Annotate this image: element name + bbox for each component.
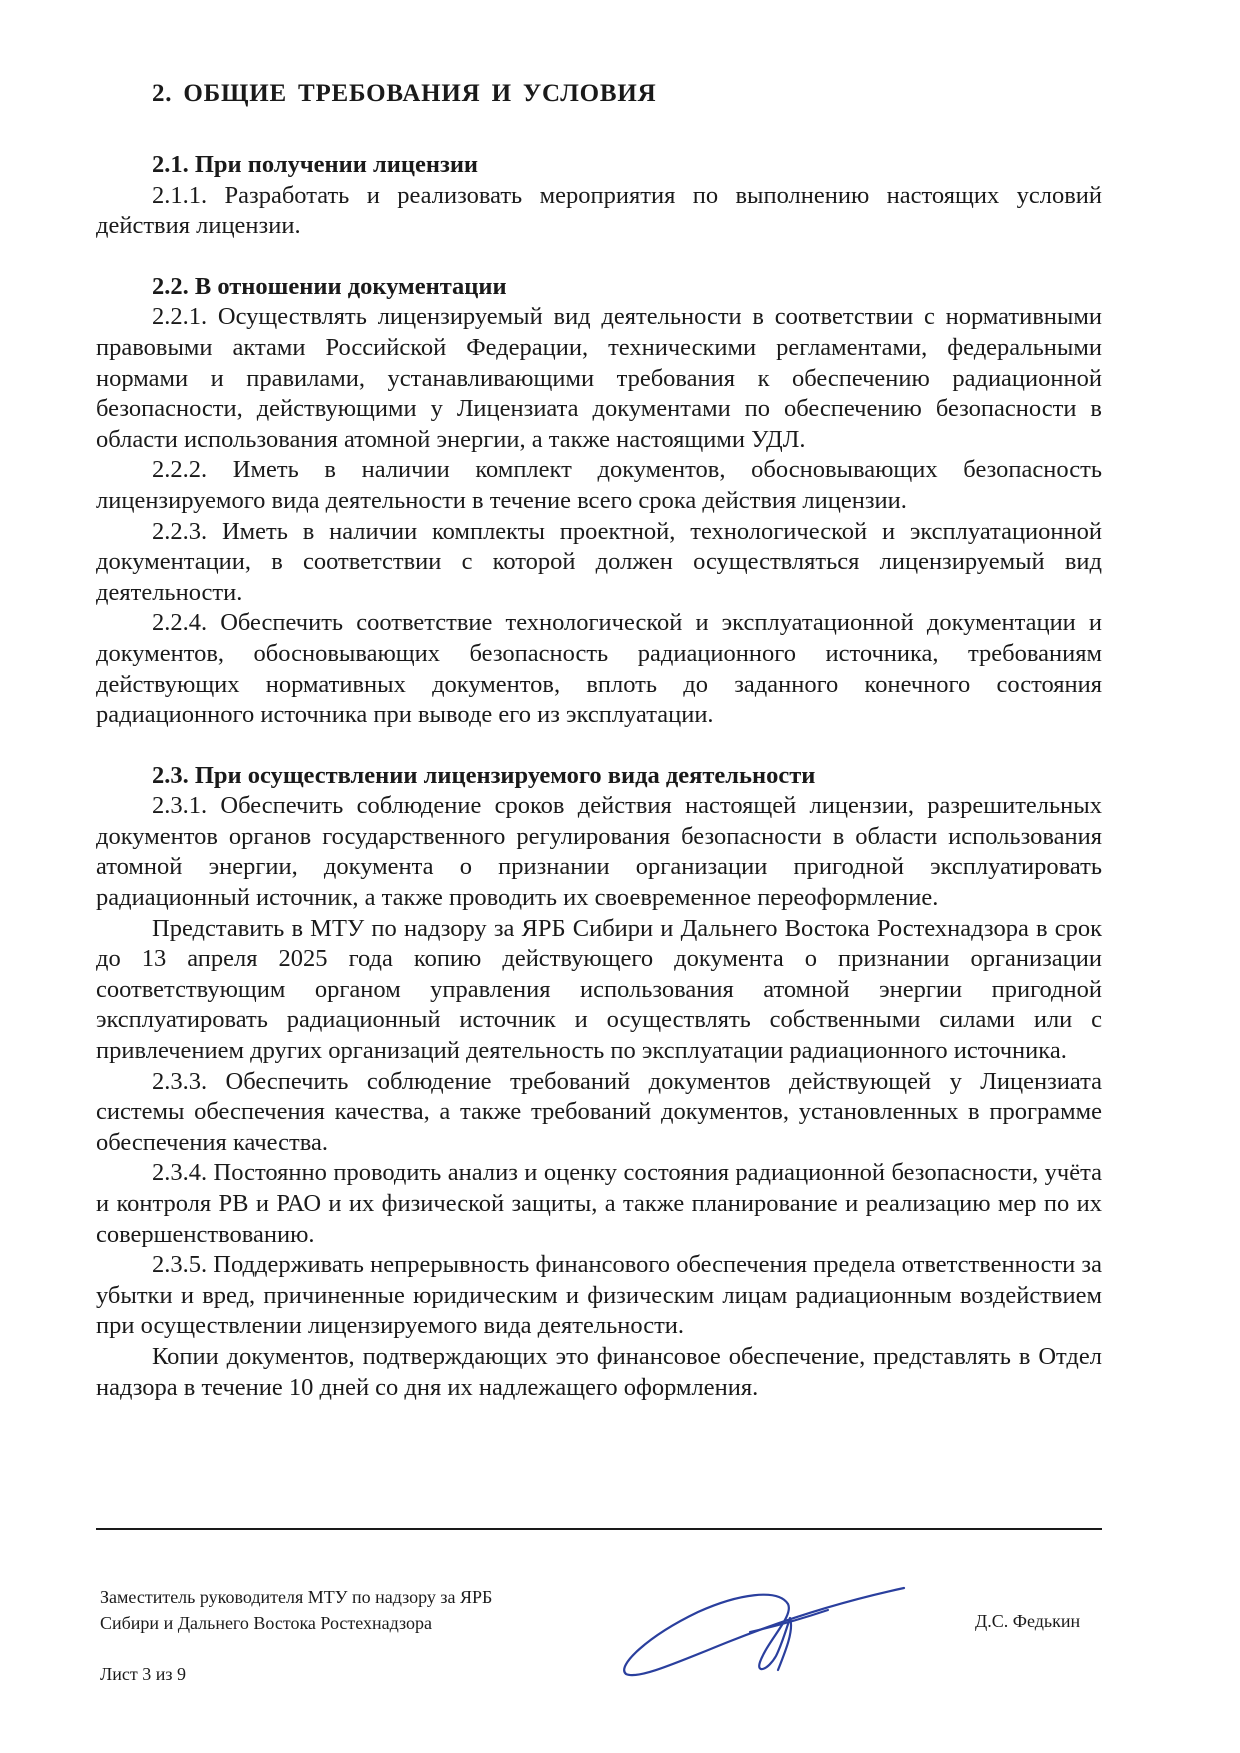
heading-2-2: 2.2. В отношении документации <box>152 272 507 300</box>
signer-position <box>100 1584 492 1636</box>
paragraph-2-3-5: 2.3.5. Поддерживать непрерывность финансового обеспечения предела ответственности за убытки и вред, причиненные юридическим и физическим лицам радиационным воздействием при осуществлении лицензируемого вида деятельности. <box>96 1251 1102 1340</box>
signer-position-line-2: Сибири и Дальнего Востока Ростехнадзора <box>100 1613 433 1633</box>
signer-name: Д.С. Федькин <box>975 1611 1081 1631</box>
spacer <box>96 242 1102 272</box>
heading-2-3: 2.3. При осуществлении лицензируемого вида деятельности <box>152 761 816 789</box>
page-number: Лист 3 из 9 <box>100 1664 186 1684</box>
paragraph-2-2-1: 2.2.1. Осуществлять лицензируемый вид деятельности в соответствии с нормативными правовыми актами Российской Федерации, техническими регламентами, федеральными нормами и правилами, устанавливающими требования к обеспечению радиационной безопасности, действующими у Лицензиата документами по обеспечению безопасности в области использования атомной энергии, а также настоящими УДЛ. <box>96 303 1102 453</box>
paragraph-2-2-3: 2.2.3. Иметь в наличии комплекты проектной, технологической и эксплуатационной документации, в соответствии с которой должен осуществляться лицензируемый вид деятельности. <box>96 517 1102 606</box>
handwritten-signature <box>618 1570 918 1690</box>
paragraph-2-3-1-b: Представить в МТУ по надзору за ЯРБ Сибири и Дальнего Востока Ростехнадзора в срок до 13 апреля 2025 года копию действующего документа о признании организации соответствующим органом управления использования атомной энергии пригодной эксплуатировать радиационный источник и осуществлять собственными силами или с привлечением других организаций деятельность по эксплуатации радиационного источника. <box>96 914 1102 1065</box>
heading-2-1: 2.1. При получении лицензии <box>152 151 479 178</box>
document-body <box>96 150 1102 1403</box>
paragraph-2-3-4: 2.3.4. Постоянно проводить анализ и оценку состояния радиационной безопасности, учёта и контроля РВ и РАО и их физической защиты, а также планирование и реализацию мер по их совершенствованию. <box>96 1159 1102 1248</box>
paragraph-2-3-3: 2.3.3. Обеспечить соблюдение требований документов действующей у Лицензиата системы обеспечения качества, а также требований документов, установленных в программе обеспечения качества. <box>96 1067 1102 1156</box>
paragraph-2-2-4: 2.2.4. Обеспечить соответствие технологической и эксплуатационной документации и документов, обосновывающих безопасность радиационного источника, требованиям действующих нормативных документов, вплоть до заданного конечного состояния радиационного источника при выводе его из эксплуатации. <box>96 609 1102 729</box>
paragraph-2-3-5-b: Копии документов, подтверждающих это финансовое обеспечение, представлять в Отдел надзора в течение 10 дней со дня их надлежащего оформления. <box>96 1342 1102 1401</box>
footer-divider <box>96 1528 1102 1530</box>
paragraph-2-1-1: 2.1.1. Разработать и реализовать мероприятия по выполнению настоящих условий действия лицензии. <box>96 181 1102 240</box>
spacer <box>96 731 1102 761</box>
paragraph-2-3-1: 2.3.1. Обеспечить соблюдение сроков действия настоящей лицензии, разрешительных документов органов государственного регулирования безопасности в области использования атомной энергии, документа о признании организации пригодной эксплуатировать радиационный источник, а также проводить их своевременное переоформление. <box>96 792 1102 912</box>
section-title: 2. ОБЩИЕ ТРЕБОВАНИЯ И УСЛОВИЯ <box>152 80 657 107</box>
paragraph-2-2-2: 2.2.2. Иметь в наличии комплект документов, обосновывающих безопасность лицензируемого вида деятельности в течение всего срока действия лицензии. <box>96 456 1102 514</box>
signer-position-line-1: Заместитель руководителя МТУ по надзору за ЯРБ <box>100 1587 493 1607</box>
